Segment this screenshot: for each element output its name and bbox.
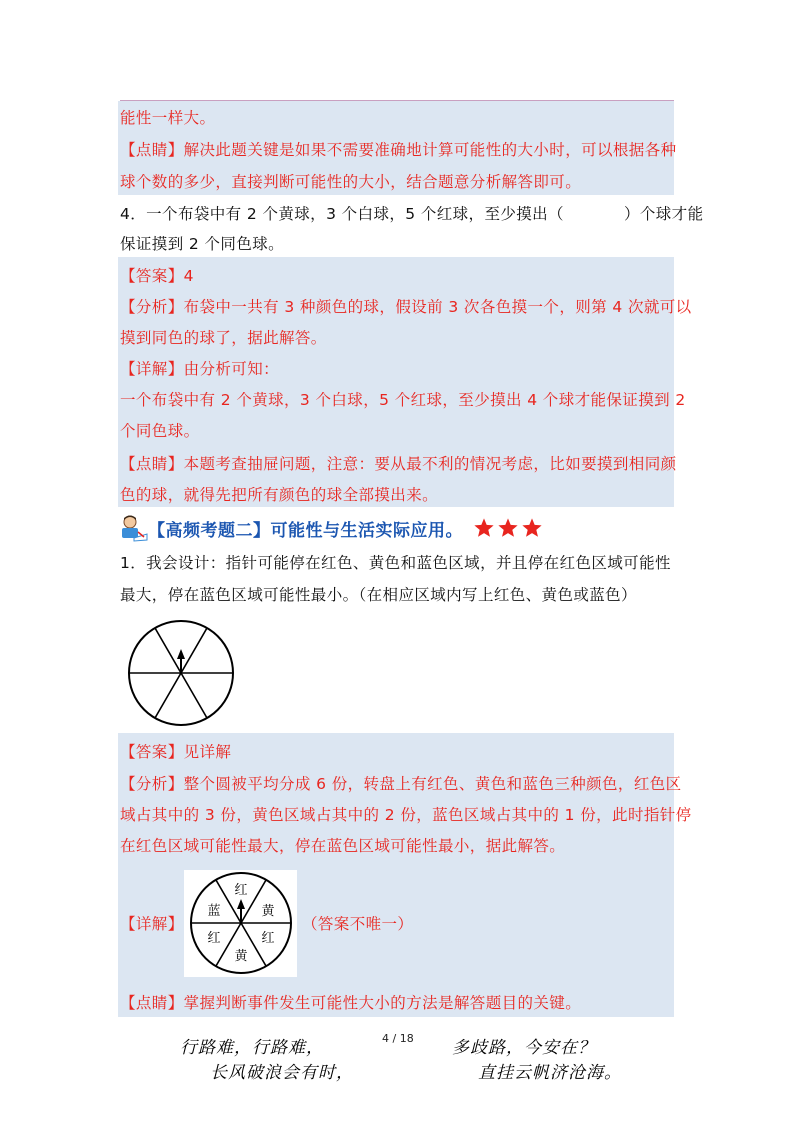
footer-poem-left-2: 长风破浪会有时， <box>210 1063 354 1083</box>
q1-analysis-line2: 域占其中的 3 份，黄色区域占其中的 2 份，蓝色区域占其中的 1 份，此时指针停 <box>120 806 692 824</box>
q4-question-line2: 保证摸到 2 个同色球。 <box>120 235 285 253</box>
q3-point-line2: 球个数的多少，直接判断可能性的大小，结合题意分析解答即可。 <box>120 173 582 191</box>
q4-detail-line3: 个同色球。 <box>120 422 200 440</box>
footer-poem-right-1: 多歧路，今安在？ <box>452 1038 596 1058</box>
q4-detail-line2: 一个布袋中有 2 个黄球，3 个白球，5 个红球，至少摸出 4 个球才能保证摸到 2 <box>120 391 686 409</box>
q4-point-line2: 色的球，就得先把所有颜色的球全部摸出来。 <box>120 486 439 504</box>
q3-tail-line: 能性一样大。 <box>120 109 216 127</box>
q1-analysis-line3: 在红色区域可能性最大，停在蓝色区域可能性最小，据此解答。 <box>120 837 566 855</box>
sector-label-bottom: 黄 <box>234 949 248 964</box>
q4-answer: 【答案】4 <box>120 267 194 285</box>
labeled-spinner <box>186 870 296 976</box>
q3-point-line1: 【点睛】解决此题关键是如果不需要准确地计算可能性的大小时，可以根据各种 <box>120 141 677 159</box>
footer-poem-left-1: 行路难，行路难， <box>180 1038 324 1058</box>
q4-question-line1 <box>120 204 703 224</box>
sector-label-upper-left: 蓝 <box>207 904 221 919</box>
difficulty-stars <box>473 517 545 539</box>
star-icon <box>497 517 519 539</box>
sector-label-lower-right: 红 <box>261 931 275 946</box>
blank-spinner <box>126 618 236 728</box>
q1-answer: 【答案】见详解 <box>120 743 232 761</box>
star-icon <box>473 517 495 539</box>
q1-detail-note: （答案不唯一） <box>302 915 414 933</box>
section-heading <box>120 513 545 543</box>
q4-point-line1: 【点睛】本题考查抽屉问题，注意：要从最不利的情况考虑，比如要摸到相同颜 <box>120 455 677 473</box>
page-number: 4 / 18 <box>382 1032 414 1045</box>
q1-question-line2: 最大，停在蓝色区域可能性最小。（在相应区域内写上红色、黄色或蓝色） <box>120 586 637 604</box>
sector-label-upper-right: 黄 <box>261 904 275 919</box>
footer-poem-right-2: 直挂云帆济沧海。 <box>478 1063 622 1083</box>
q1-question-line1: 1．我会设计：指针可能停在红色、黄色和蓝色区域，并且停在红色区域可能性 <box>120 554 671 572</box>
q4-analysis-line1: 【分析】布袋中一共有 3 种颜色的球，假设前 3 次各色摸一个，则第 4 次就可以 <box>120 298 692 316</box>
student-writing-icon <box>120 514 148 542</box>
section-title: 【高频考题二】可能性与生活实际应用。 <box>148 520 463 541</box>
q4-analysis-line2: 摸到同色的球了，据此解答。 <box>120 329 327 347</box>
q1-point: 【点睛】掌握判断事件发生可能性大小的方法是解答题目的关键。 <box>120 994 582 1012</box>
q4-detail-line1: 【详解】由分析可知： <box>120 360 280 378</box>
q4-question-part-b: ）个球才能 <box>623 205 704 223</box>
q1-analysis-line1: 【分析】整个圆被平均分成 6 份，转盘上有红色、黄色和蓝色三种颜色，红色区 <box>120 775 682 793</box>
q4-question-part-a: 4．一个布袋中有 2 个黄球，3 个白球，5 个红球，至少摸出（ <box>120 205 564 223</box>
sector-label-lower-left: 红 <box>207 931 221 946</box>
sector-label-top: 红 <box>234 883 248 898</box>
star-icon <box>521 517 543 539</box>
q1-detail-label: 【详解】 <box>120 915 184 933</box>
